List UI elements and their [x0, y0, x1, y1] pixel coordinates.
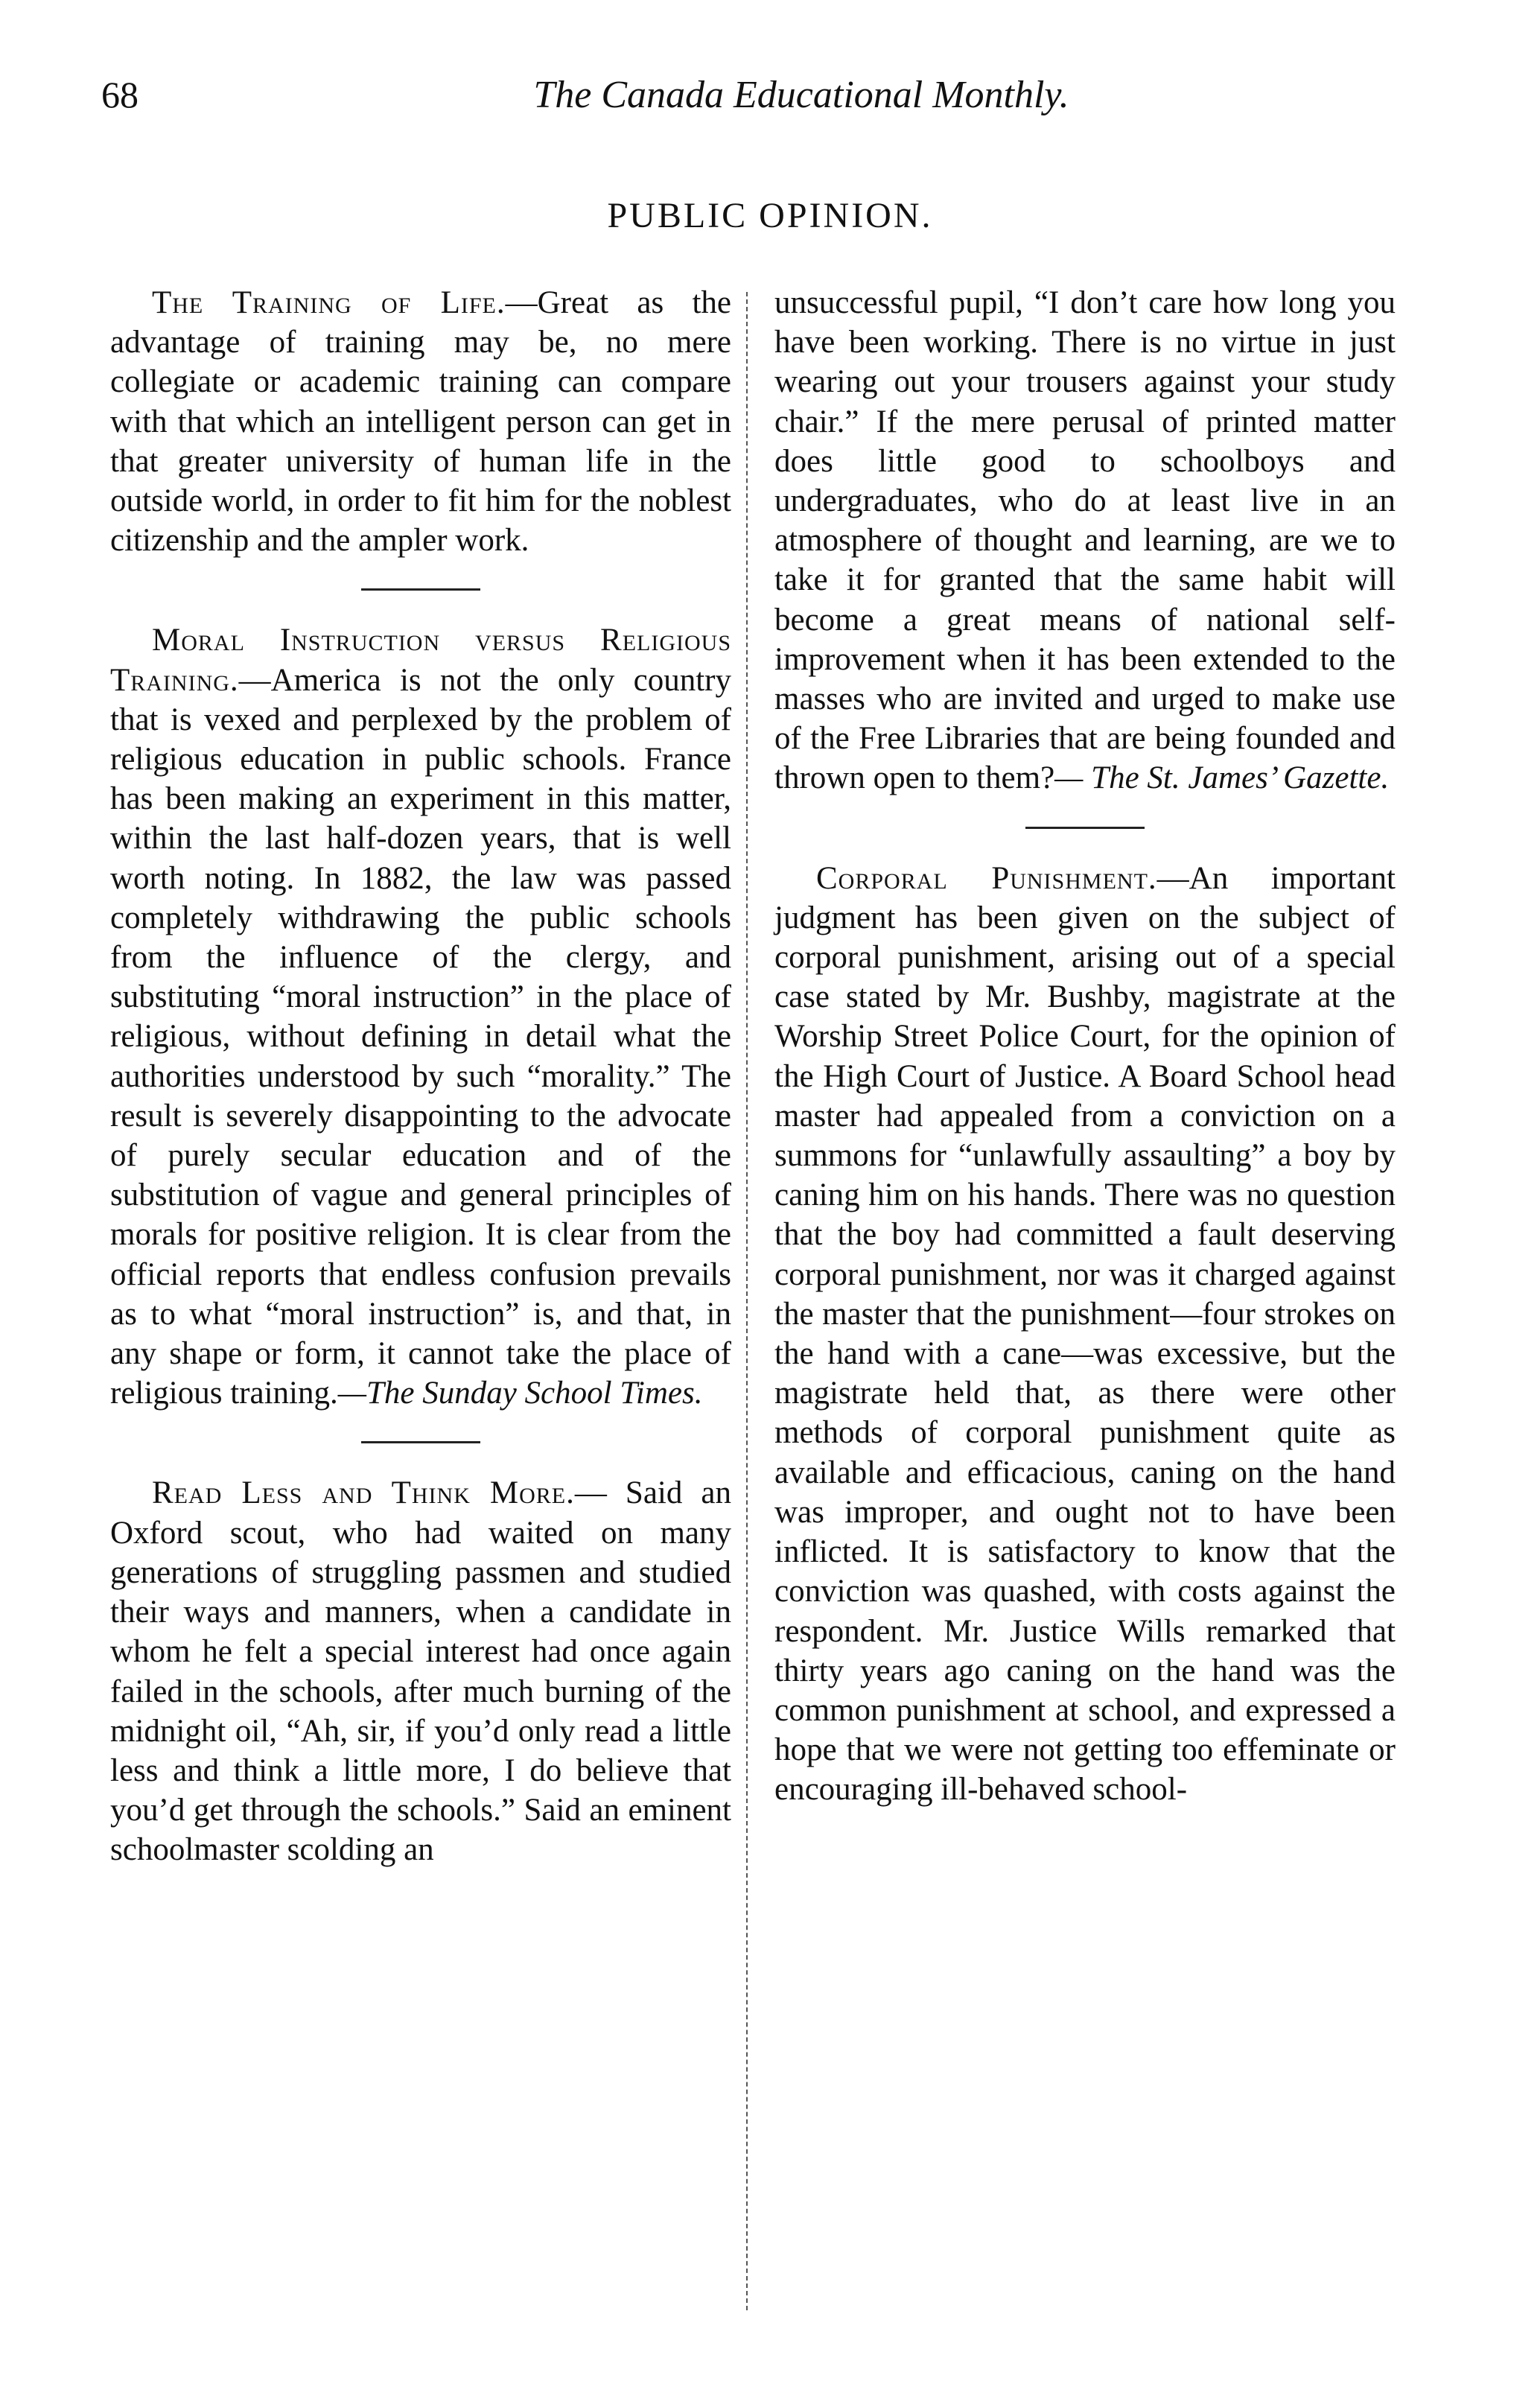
left-column: [110, 283, 731, 1870]
column-divider: [746, 292, 748, 2310]
article-body: —Great as the advantage of training may be, no mere collegiate or academic training can compare with that which an intelligent person can get in that greater university of human life in the outside world, in order to fit him for the noblest citizenship and the ampler work.: [110, 285, 732, 559]
article-heading: Read Less and Think More.: [152, 1475, 575, 1511]
section-title: PUBLIC OPINION.: [607, 196, 933, 235]
section-rule: [361, 588, 480, 591]
article-heading: The Training of Life.: [152, 285, 506, 320]
article-corporal-punishment: [774, 859, 1396, 1810]
article-heading: Moral Instruction versus Religious Training.: [110, 623, 731, 698]
article-body: —An important judgment has been given on the subject of corporal punishment, arising out of a special case stated by Mr. Bushby, magistrate at the Worship Street Police Court, for the opinion of the High Court of Justice. A Board School head master had appealed from a conviction on a summons for “unlawfully assaulting” a boy by caning him on his hands. There was no question that the boy had committed a fault deserving corporal punishment, nor was it charged against the master that the punishment—four strokes on the hand with a cane—was excessive, but the magistrate held that, as there were other methods of corporal punishment quite as available and efficacious, caning on the hand was improper, and ought not to have been inflicted. It is satisfactory to know that the conviction was quashed, with costs against the respondent. Mr. Justice Wills remarked that thirty years ago caning on the hand was the common punishment at school, and expressed a hope that we were not getting too effeminate or encouraging ill-behaved school-: [774, 860, 1396, 1808]
article-read-less-continued: [774, 283, 1396, 798]
article-source: — The St. James’ Gazette.: [1054, 760, 1390, 796]
article-heading: Corporal Punishment.: [816, 860, 1157, 896]
article-read-less: [110, 1473, 731, 1869]
running-head: [101, 73, 1486, 125]
article-body: —America is not the only country that is vexed and perplexed by the problem of religious education in public schools. France has been making an experiment in this matter, within the last half-dozen years, that is well worth noting. In 1882, the law was passed completely withdrawing the public schools from the influence of the clergy, and substituting “moral instruction” in the place of religious, without defining in detail what the authorities understood by such “morality.” The result is severely disappointing to the advocate of purely secular education and of the substitution of vague and general principles of morals for positive religion. It is clear from the official reports that endless confusion prevails as to what “moral instruction” is, and that, in any shape or form, it cannot take the place of religious training.: [110, 662, 731, 1411]
article-source: —The Sunday School Times.: [337, 1376, 703, 1411]
article-body: — Said an Oxford scout, who had waited on many generations of struggling passmen and studied their ways and manners, when a candidate in whom he felt a special interest had once again failed in the schools, after much burning of the midnight oil, “Ah, sir, if you’d only read a little less and think a little more, I do believe that you’d get through the schools.” Said an eminent schoolmaster scolding an: [110, 1475, 731, 1868]
journal-title: The Canada Educational Monthly.: [533, 74, 1069, 116]
right-column: [774, 283, 1396, 1810]
section-rule: [1025, 827, 1145, 829]
page-number: 68: [101, 74, 139, 115]
article-moral-instruction: [110, 620, 731, 1413]
section-rule: [361, 1441, 480, 1443]
article-body: unsuccessful pupil, “I don’t care how long you have been working. There is no virtue in just wearing out your trousers against your study chair.” If the mere perusal of printed matter does little good to schoolboys and undergraduates, who do at least live in an atmosphere of thought and learning, are we to take it for granted that the same habit will become a great means of national self-improvement when it has been extended to the masses who are invited and urged to make use of the Free Libraries that are being founded and thrown open to them?: [774, 285, 1396, 796]
article-training-of-life: [110, 283, 731, 560]
